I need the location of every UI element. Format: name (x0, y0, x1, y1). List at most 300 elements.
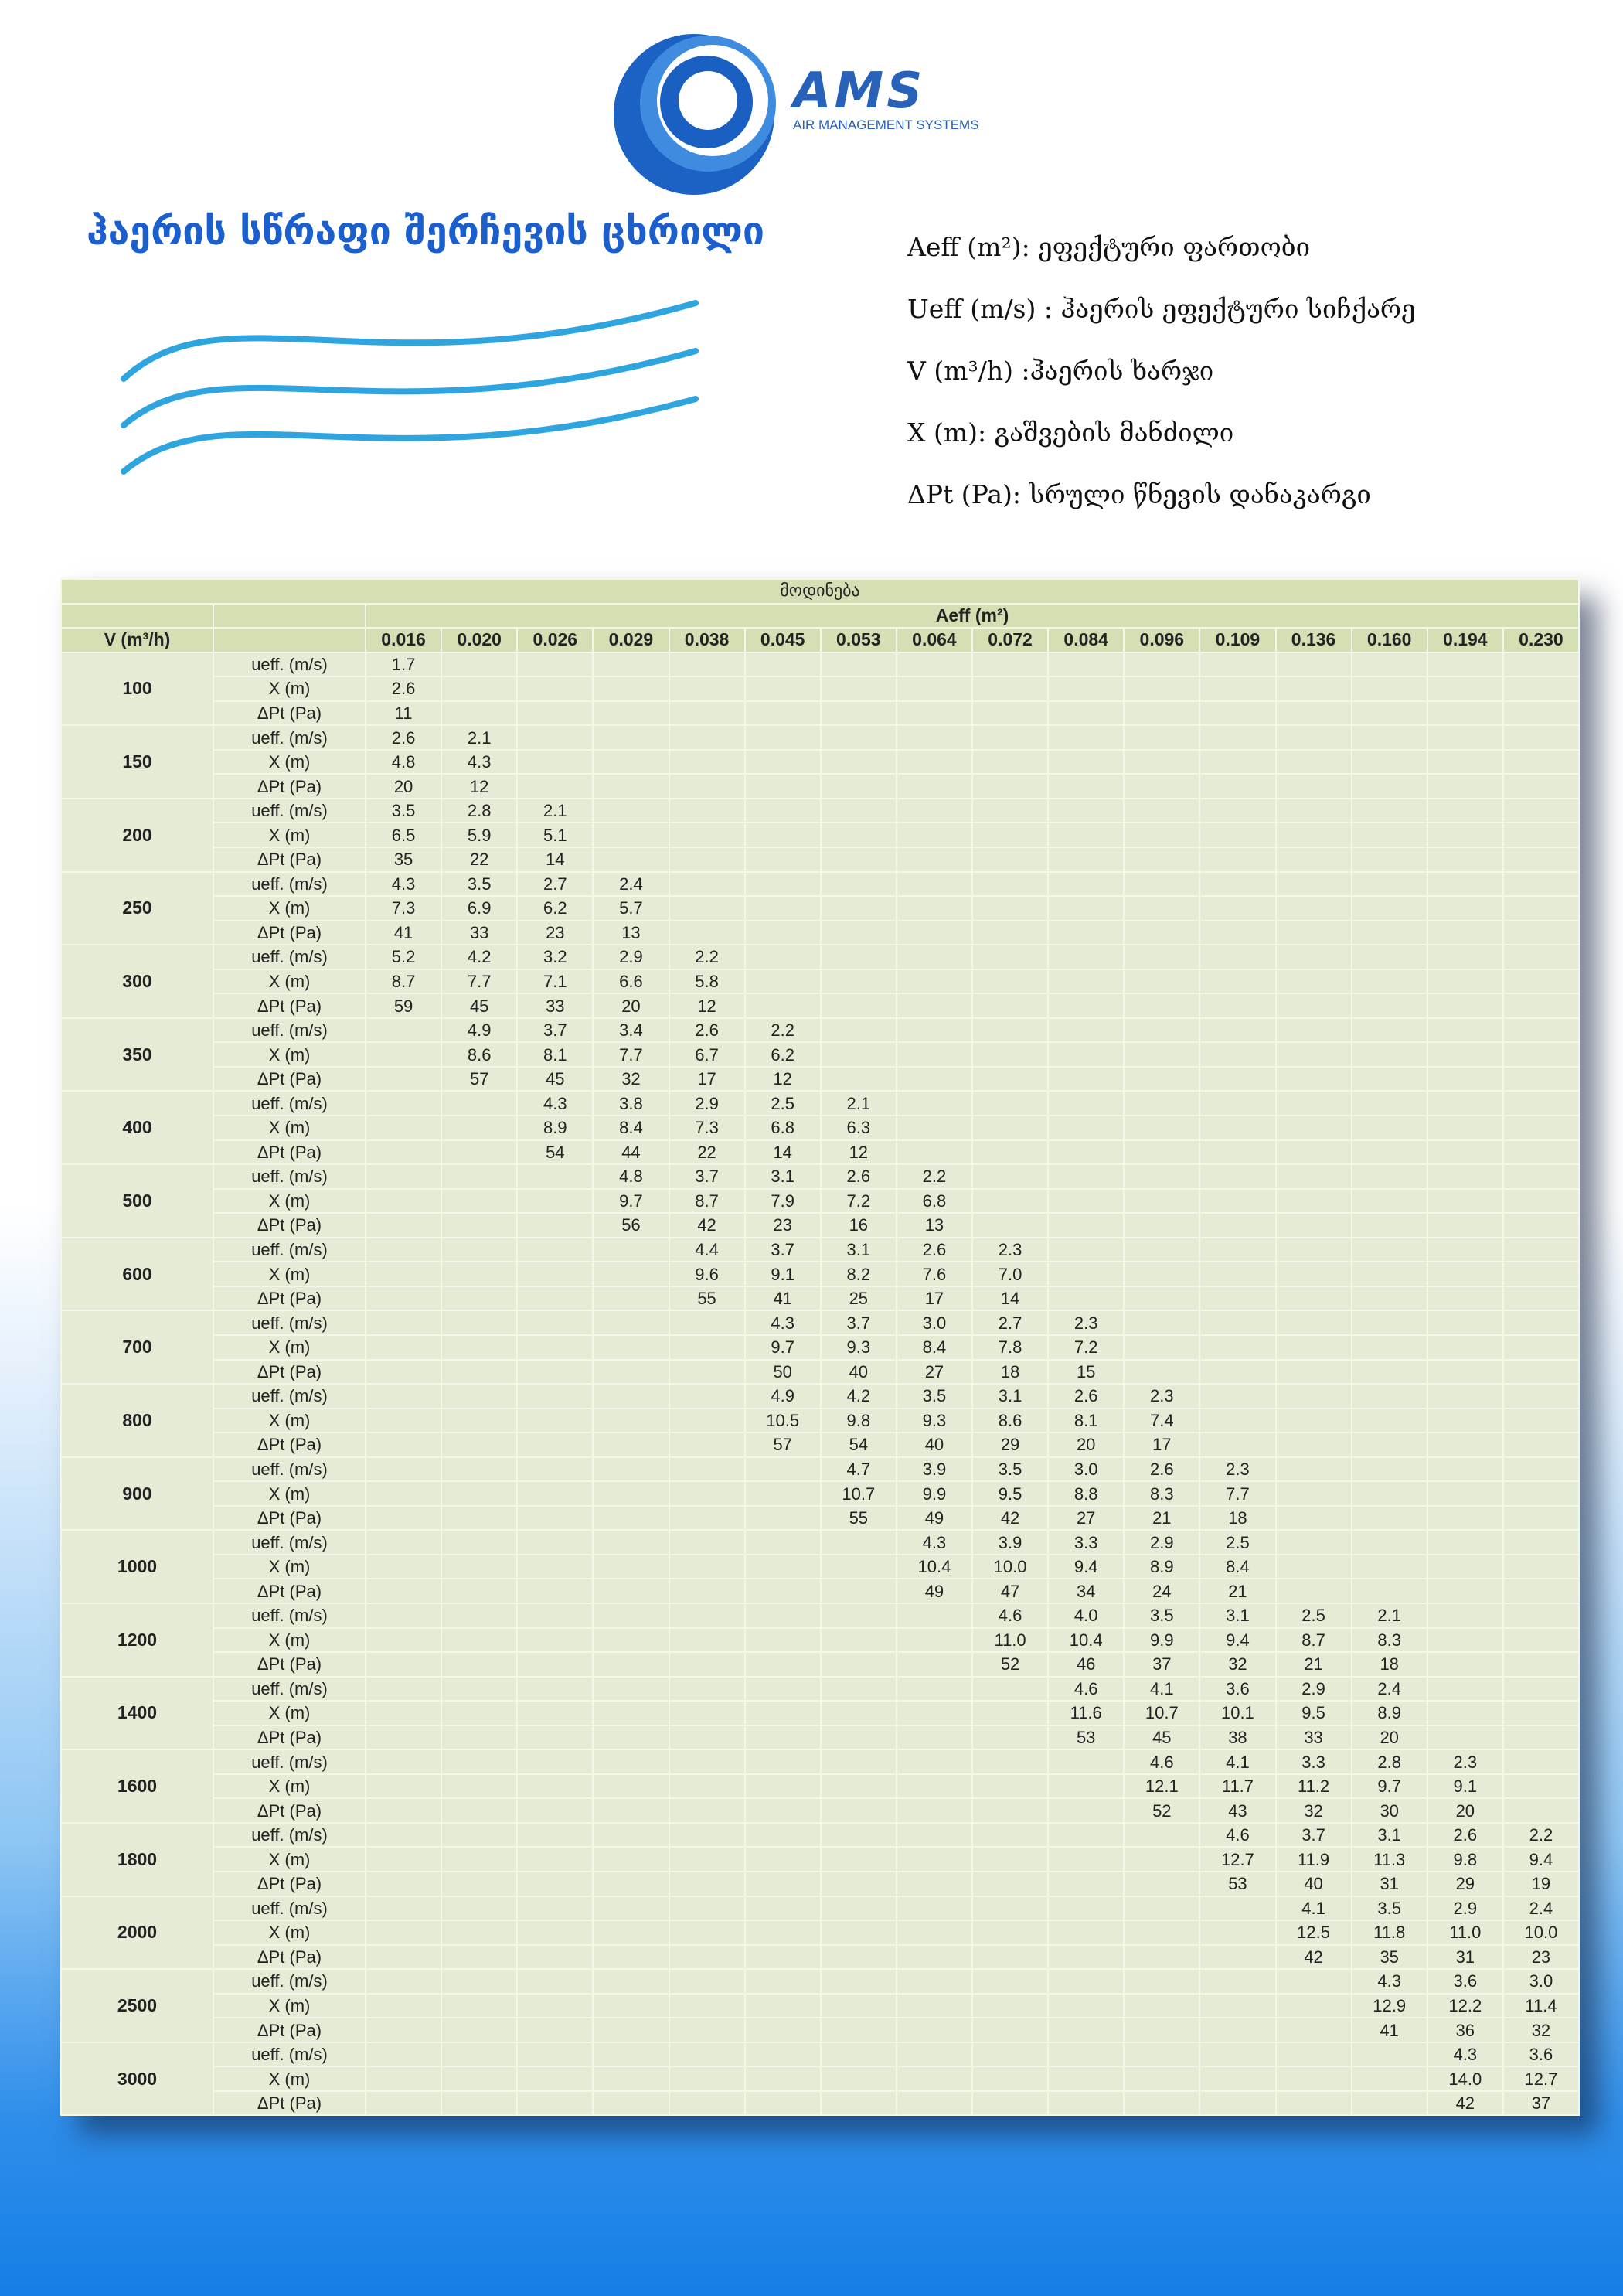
value-cell (745, 1628, 821, 1653)
value-cell (1503, 1238, 1579, 1262)
value-cell (1503, 969, 1579, 994)
value-cell (745, 1872, 821, 1896)
value-cell (517, 725, 593, 750)
value-cell (1048, 1238, 1124, 1262)
value-cell (1048, 701, 1124, 726)
value-cell (1199, 1091, 1275, 1116)
value-cell: 2.7 (517, 872, 593, 897)
value-cell (1427, 1140, 1503, 1165)
value-cell (517, 1360, 593, 1385)
value-cell (821, 1652, 897, 1677)
value-cell: 35 (1352, 1945, 1427, 1970)
value-cell (1124, 1920, 1199, 1945)
value-cell (669, 701, 745, 726)
parameter-label: X (m) (213, 1262, 366, 1286)
value-cell: 59 (366, 993, 441, 1018)
value-cell (1124, 1189, 1199, 1214)
value-cell (1503, 1164, 1579, 1189)
value-cell (821, 1067, 897, 1092)
value-cell: 2.3 (1048, 1310, 1124, 1335)
value-cell: 27 (1048, 1506, 1124, 1531)
value-cell (366, 1116, 441, 1140)
value-cell: 13 (593, 921, 669, 945)
flow-rate-cell: 1400 (61, 1677, 213, 1750)
value-cell (517, 1262, 593, 1286)
value-cell (441, 1335, 517, 1360)
value-cell (1199, 1969, 1275, 1994)
value-cell: 2.4 (593, 872, 669, 897)
value-cell: 9.8 (821, 1409, 897, 1433)
value-cell (669, 725, 745, 750)
value-cell (745, 1749, 821, 1774)
value-cell (517, 1701, 593, 1725)
value-cell (1199, 1310, 1275, 1335)
value-cell (1276, 1384, 1352, 1409)
parameter-label: ΔPt (Pa) (213, 1360, 366, 1385)
value-cell (1503, 1116, 1579, 1140)
value-cell (1276, 1457, 1352, 1482)
value-cell: 2.8 (1352, 1749, 1427, 1774)
value-cell (972, 896, 1048, 921)
value-cell (1427, 1652, 1503, 1677)
value-cell (1124, 1360, 1199, 1385)
value-cell (897, 1042, 972, 1067)
value-cell: 2.2 (1503, 1823, 1579, 1848)
value-cell (669, 1701, 745, 1725)
value-cell (972, 921, 1048, 945)
value-cell (669, 1409, 745, 1433)
value-cell (1427, 701, 1503, 726)
value-cell: 15 (1048, 1360, 1124, 1385)
value-cell (1124, 1164, 1199, 1189)
value-cell (1276, 750, 1352, 775)
value-cell (1352, 1213, 1427, 1238)
value-cell (897, 969, 972, 994)
value-cell: 8.9 (1352, 1701, 1427, 1725)
value-cell (1048, 1042, 1124, 1067)
value-cell (1048, 847, 1124, 872)
value-cell (972, 847, 1048, 872)
table-row (61, 1262, 1579, 1286)
value-cell (669, 1603, 745, 1628)
value-cell (745, 2066, 821, 2091)
value-cell (897, 799, 972, 823)
logo (611, 31, 979, 201)
aeff-column-header: 0.230 (1503, 628, 1579, 652)
value-cell: 10.0 (972, 1555, 1048, 1579)
value-cell: 41 (745, 1286, 821, 1311)
value-cell (1276, 1969, 1352, 1994)
value-cell (1048, 1749, 1124, 1774)
parameter-label: ΔPt (Pa) (213, 1506, 366, 1531)
value-cell (1048, 725, 1124, 750)
value-cell (821, 1969, 897, 1994)
value-cell (1427, 1677, 1503, 1702)
value-cell (1503, 1310, 1579, 1335)
parameter-label: ΔPt (Pa) (213, 774, 366, 799)
value-cell (1352, 1457, 1427, 1482)
value-cell: 4.3 (897, 1530, 972, 1555)
value-cell: 3.5 (972, 1457, 1048, 1482)
value-cell: 6.7 (669, 1042, 745, 1067)
value-cell (1427, 1628, 1503, 1653)
value-cell: 20 (1048, 1432, 1124, 1457)
value-cell (745, 1701, 821, 1725)
value-cell (669, 1432, 745, 1457)
value-cell: 9.7 (593, 1189, 669, 1214)
value-cell (972, 969, 1048, 994)
parameter-label: ueff. (m/s) (213, 1457, 366, 1482)
value-cell (972, 725, 1048, 750)
parameter-label: X (m) (213, 1920, 366, 1945)
value-cell: 34 (1048, 1579, 1124, 1603)
parameter-label: X (m) (213, 2066, 366, 2091)
table-row (61, 823, 1579, 847)
value-cell (1199, 1335, 1275, 1360)
value-cell (1352, 921, 1427, 945)
value-cell (441, 1530, 517, 1555)
value-cell: 11.0 (1427, 1920, 1503, 1945)
value-cell (745, 774, 821, 799)
table-row (61, 1725, 1579, 1750)
value-cell (1124, 2018, 1199, 2042)
parameter-label: X (m) (213, 750, 366, 775)
value-cell (593, 1555, 669, 1579)
value-cell (1352, 1091, 1427, 1116)
value-cell: 5.9 (441, 823, 517, 847)
aeff-column-header: 0.026 (517, 628, 593, 652)
value-cell (441, 1677, 517, 1702)
value-cell (1352, 1555, 1427, 1579)
value-cell (1427, 1725, 1503, 1750)
value-cell (745, 1774, 821, 1799)
value-cell (593, 774, 669, 799)
value-cell (897, 823, 972, 847)
flow-rate-cell: 2500 (61, 1969, 213, 2042)
value-cell (1048, 1067, 1124, 1092)
value-cell: 9.4 (1503, 1847, 1579, 1872)
value-cell: 3.9 (897, 1457, 972, 1482)
value-cell (517, 1945, 593, 1970)
value-cell (517, 774, 593, 799)
value-cell (593, 2018, 669, 2042)
value-cell: 4.3 (1352, 1969, 1427, 1994)
aeff-column-header: 0.029 (593, 628, 669, 652)
value-cell (366, 2066, 441, 2091)
value-cell (1352, 847, 1427, 872)
parameter-label: ΔPt (Pa) (213, 2091, 366, 2116)
value-cell: 9.8 (1427, 1847, 1503, 1872)
value-cell: 7.3 (669, 1116, 745, 1140)
value-cell (1503, 676, 1579, 701)
value-cell: 17 (897, 1286, 972, 1311)
value-cell: 6.6 (593, 969, 669, 994)
parameter-label: ueff. (m/s) (213, 652, 366, 677)
value-cell (821, 652, 897, 677)
value-cell (441, 1091, 517, 1116)
parameter-label: ueff. (m/s) (213, 1823, 366, 1848)
value-cell (1352, 1360, 1427, 1385)
value-cell (669, 1798, 745, 1823)
value-cell (821, 1823, 897, 1848)
value-cell: 20 (1427, 1798, 1503, 1823)
value-cell (1352, 2066, 1427, 2091)
table-row (61, 1091, 1579, 1116)
table-row (61, 774, 1579, 799)
value-cell: 11 (366, 701, 441, 726)
value-cell: 4.6 (1048, 1677, 1124, 1702)
value-cell (517, 676, 593, 701)
value-cell: 9.1 (1427, 1774, 1503, 1799)
table-row (61, 1628, 1579, 1653)
value-cell: 2.4 (1352, 1677, 1427, 1702)
value-cell (1199, 1286, 1275, 1311)
table-row (61, 1847, 1579, 1872)
value-cell (669, 1530, 745, 1555)
value-cell (441, 2018, 517, 2042)
value-cell: 3.0 (1503, 1969, 1579, 1994)
value-cell (366, 1725, 441, 1750)
parameter-label: X (m) (213, 1116, 366, 1140)
value-cell: 8.9 (517, 1116, 593, 1140)
value-cell (366, 1286, 441, 1311)
selection-table-container (60, 578, 1580, 2116)
value-cell (1503, 1725, 1579, 1750)
value-cell (593, 1310, 669, 1335)
parameter-label: ΔPt (Pa) (213, 1798, 366, 1823)
value-cell (593, 1506, 669, 1531)
value-cell: 52 (1124, 1798, 1199, 1823)
value-cell: 17 (1124, 1432, 1199, 1457)
value-cell (366, 1774, 441, 1799)
value-cell (1276, 1116, 1352, 1140)
value-cell: 7.4 (1124, 1409, 1199, 1433)
value-cell (669, 750, 745, 775)
value-cell (441, 1481, 517, 1506)
value-cell (366, 1555, 441, 1579)
value-cell: 49 (897, 1506, 972, 1531)
value-cell: 7.7 (441, 969, 517, 994)
value-cell: 8.7 (1276, 1628, 1352, 1653)
value-cell: 32 (1503, 2018, 1579, 2042)
table-row (61, 1798, 1579, 1823)
value-cell (593, 701, 669, 726)
value-cell (1199, 799, 1275, 823)
flow-rate-cell: 100 (61, 652, 213, 726)
value-cell (441, 1920, 517, 1945)
value-cell: 55 (821, 1506, 897, 1531)
value-cell (1048, 1798, 1124, 1823)
value-cell: 57 (745, 1432, 821, 1457)
value-cell (1503, 1652, 1579, 1677)
value-cell (1048, 1091, 1124, 1116)
value-cell: 8.4 (593, 1116, 669, 1140)
value-cell: 1.7 (366, 652, 441, 677)
value-cell (897, 1798, 972, 1823)
value-cell: 2.3 (1199, 1457, 1275, 1482)
value-cell (1124, 2091, 1199, 2116)
value-cell (1276, 1091, 1352, 1116)
value-cell (669, 1994, 745, 2018)
value-cell (745, 1555, 821, 1579)
table-row (61, 652, 1579, 677)
value-cell (897, 1067, 972, 1092)
value-cell (1276, 2091, 1352, 2116)
value-cell (441, 1945, 517, 1970)
value-cell (1503, 1555, 1579, 1579)
value-cell: 3.7 (669, 1164, 745, 1189)
value-cell (593, 1579, 669, 1603)
table-row (61, 750, 1579, 775)
legend-aeff: Aeff (m²): ეფექტური ფართობი (907, 232, 1311, 262)
value-cell (1352, 1262, 1427, 1286)
value-cell (1199, 1189, 1275, 1214)
value-cell (1199, 774, 1275, 799)
value-cell (1503, 799, 1579, 823)
value-cell (1427, 774, 1503, 799)
value-cell (366, 1018, 441, 1043)
flow-rate-cell: 900 (61, 1457, 213, 1531)
value-cell: 49 (897, 1579, 972, 1603)
value-cell: 3.9 (972, 1530, 1048, 1555)
value-cell (1124, 725, 1199, 750)
table-row (61, 1677, 1579, 1702)
value-cell (1427, 823, 1503, 847)
value-cell (1048, 872, 1124, 897)
value-cell (897, 1603, 972, 1628)
table-row (61, 945, 1579, 969)
parameter-label: X (m) (213, 823, 366, 847)
value-cell: 2.6 (1427, 1823, 1503, 1848)
value-cell (366, 1749, 441, 1774)
value-cell: 4.3 (366, 872, 441, 897)
value-cell (1124, 1286, 1199, 1311)
value-cell (366, 1457, 441, 1482)
value-cell (1427, 872, 1503, 897)
value-cell (593, 1725, 669, 1750)
value-cell (366, 2042, 441, 2067)
value-cell: 7.6 (897, 1262, 972, 1286)
parameter-label: ueff. (m/s) (213, 1603, 366, 1628)
value-cell: 2.6 (366, 725, 441, 750)
value-cell (1048, 1872, 1124, 1896)
value-cell (669, 1969, 745, 1994)
value-cell (517, 1628, 593, 1653)
flow-rate-cell: 200 (61, 799, 213, 872)
value-cell (821, 823, 897, 847)
value-cell (821, 1042, 897, 1067)
value-cell (972, 2042, 1048, 2067)
value-cell: 9.7 (1352, 1774, 1427, 1799)
value-cell (366, 1360, 441, 1385)
value-cell: 52 (972, 1652, 1048, 1677)
value-cell (1048, 1969, 1124, 1994)
value-cell: 4.9 (441, 1018, 517, 1043)
value-cell (1503, 1481, 1579, 1506)
value-cell (1276, 945, 1352, 969)
value-cell (517, 1896, 593, 1921)
value-cell (1427, 1603, 1503, 1628)
value-cell (517, 1409, 593, 1433)
value-cell (897, 993, 972, 1018)
value-cell: 2.1 (517, 799, 593, 823)
value-cell (897, 1701, 972, 1725)
value-cell (821, 993, 897, 1018)
value-cell (821, 1847, 897, 1872)
value-cell (441, 1360, 517, 1385)
value-cell (1124, 1018, 1199, 1043)
value-cell: 3.2 (517, 945, 593, 969)
value-cell (1276, 2042, 1352, 2067)
value-cell (821, 1872, 897, 1896)
value-cell (745, 1798, 821, 1823)
value-cell (1276, 652, 1352, 677)
value-cell: 4.9 (745, 1384, 821, 1409)
value-cell (1427, 1335, 1503, 1360)
value-cell (366, 1238, 441, 1262)
table-row (61, 969, 1579, 994)
value-cell: 20 (1352, 1725, 1427, 1750)
parameter-label: ueff. (m/s) (213, 2042, 366, 2067)
aeff-column-header: 0.064 (897, 628, 972, 652)
parameter-label: ueff. (m/s) (213, 1969, 366, 1994)
parameter-label: ΔPt (Pa) (213, 1067, 366, 1092)
value-cell: 45 (441, 993, 517, 1018)
value-cell (972, 1749, 1048, 1774)
value-cell (972, 1213, 1048, 1238)
value-cell: 40 (821, 1360, 897, 1385)
value-cell (1427, 896, 1503, 921)
value-cell (366, 1335, 441, 1360)
value-cell (972, 2091, 1048, 2116)
parameter-label: ueff. (m/s) (213, 1749, 366, 1774)
value-cell (366, 1409, 441, 1433)
value-cell: 29 (1427, 1872, 1503, 1896)
value-cell (517, 1335, 593, 1360)
value-cell (1124, 1116, 1199, 1140)
value-cell (1124, 1310, 1199, 1335)
value-cell: 5.1 (517, 823, 593, 847)
value-cell (441, 1506, 517, 1531)
value-cell (1199, 1262, 1275, 1286)
aeff-column-header: 0.038 (669, 628, 745, 652)
value-cell (593, 1286, 669, 1311)
value-cell (593, 1701, 669, 1725)
value-cell: 10.5 (745, 1409, 821, 1433)
value-cell (1199, 1896, 1275, 1921)
value-cell (1048, 945, 1124, 969)
value-cell (441, 1457, 517, 1482)
value-cell: 3.1 (972, 1384, 1048, 1409)
value-cell (669, 896, 745, 921)
aeff-column-header: 0.160 (1352, 628, 1427, 652)
value-cell (1503, 750, 1579, 775)
table-row (61, 1432, 1579, 1457)
value-cell (1276, 921, 1352, 945)
value-cell: 2.1 (1352, 1603, 1427, 1628)
value-cell (1503, 1018, 1579, 1043)
value-cell (1427, 921, 1503, 945)
value-cell (1427, 945, 1503, 969)
value-cell: 3.8 (593, 1091, 669, 1116)
value-cell (1352, 676, 1427, 701)
parameter-label: ΔPt (Pa) (213, 701, 366, 726)
table-row (61, 1067, 1579, 1092)
value-cell (366, 1213, 441, 1238)
value-cell (1048, 1945, 1124, 1970)
value-cell (821, 1994, 897, 2018)
value-cell: 13 (897, 1213, 972, 1238)
